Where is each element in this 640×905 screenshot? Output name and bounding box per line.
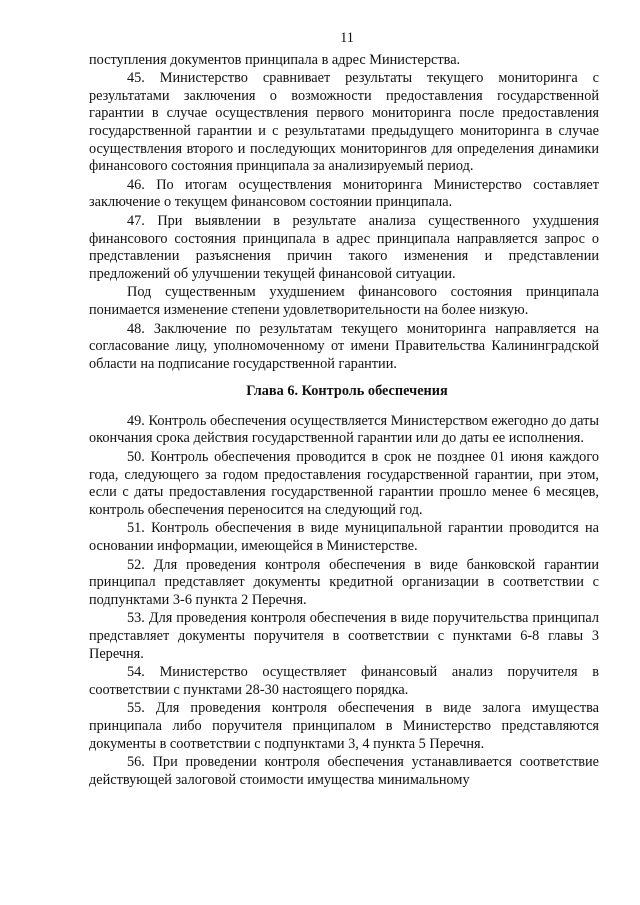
document-page <box>89 30 599 789</box>
paragraph-continuation: поступления документов принципала в адрес Министерства. <box>89 51 461 68</box>
page-number: 11 <box>340 30 354 46</box>
paragraph-47-note: Под существенным ухудшением финансового состояния принципала понимается изменение степени удовлетворительности на более низкую. <box>89 284 599 318</box>
chapter-title: Глава 6. Контроль обеспечения <box>246 383 448 400</box>
paragraph-47: 47. При выявлении в результате анализа существенного ухудшения финансового состояния принципала в адрес принципала направляется запрос о представлении разъяснения причин такого изменения и представлении предложений об улучшении текущей финансовой ситуации. <box>89 212 599 282</box>
paragraph-50: 50. Контроль обеспечения проводится в срок не позднее 01 июня каждого года, следующего за годом предоставления государственной гарантии, при этом, если с даты предоставления государственной гарантии прошло менее 6 месяцев, контроль обеспечения переносится на следующий год. <box>89 449 599 518</box>
paragraph-46: 46. По итогам осуществления мониторинга Министерство составляет заключение о текущем финансовом состоянии принципала. <box>89 176 599 211</box>
paragraph-49: 49. Контроль обеспечения осуществляется Министерством ежегодно до даты окончания срока действия государственной гарантии или до даты ее исполнения. <box>89 412 599 447</box>
paragraph-54: 54. Министерство осуществляет финансовый анализ поручителя в соответствии с пунктами 28-30 настоящего порядка. <box>89 664 599 698</box>
paragraph-48: 48. Заключение по результатам текущего мониторинга направляется на согласование лицу, уполномоченному от имени Правительства Калининградской области на подписание государственной гарантии. <box>89 320 599 372</box>
paragraph-51: 51. Контроль обеспечения в виде муниципальной гарантии проводится на основании информации, имеющейся в Министерстве. <box>89 520 599 555</box>
paragraph-53: 53. Для проведения контроля обеспечения в виде поручительства принципал представляет документы поручителя в соответствии с пунктами 6-8 главы 3 Перечня. <box>89 610 599 662</box>
paragraph-52: 52. Для проведения контроля обеспечения в виде банковской гарантии принципал представляет документы кредитной организации в соответствии с подпунктами 3-6 пункта 2 Перечня. <box>89 556 599 608</box>
paragraph-55: 55. Для проведения контроля обеспечения в виде залога имущества принципала либо поручителя принципалом в Министерство представляются документы в соответствии с подпунктами 3, 4 пункта 5 Перечня. <box>89 700 599 752</box>
paragraph-56: 56. При проведении контроля обеспечения устанавливается соответствие действующей залоговой стоимости имущества минимальному <box>89 754 599 788</box>
paragraph-45: 45. Министерство сравнивает результаты текущего мониторинга с результатами заключения о возможности предоставления государственной гарантии в случае осуществления первого мониторинга после предоставления государственной гарантии и с результатами предыдущего мониторинга в случае осуществления второго и последующих мониторингов для определения динамики финансового состояния принципала за анализируемый период. <box>89 70 599 175</box>
